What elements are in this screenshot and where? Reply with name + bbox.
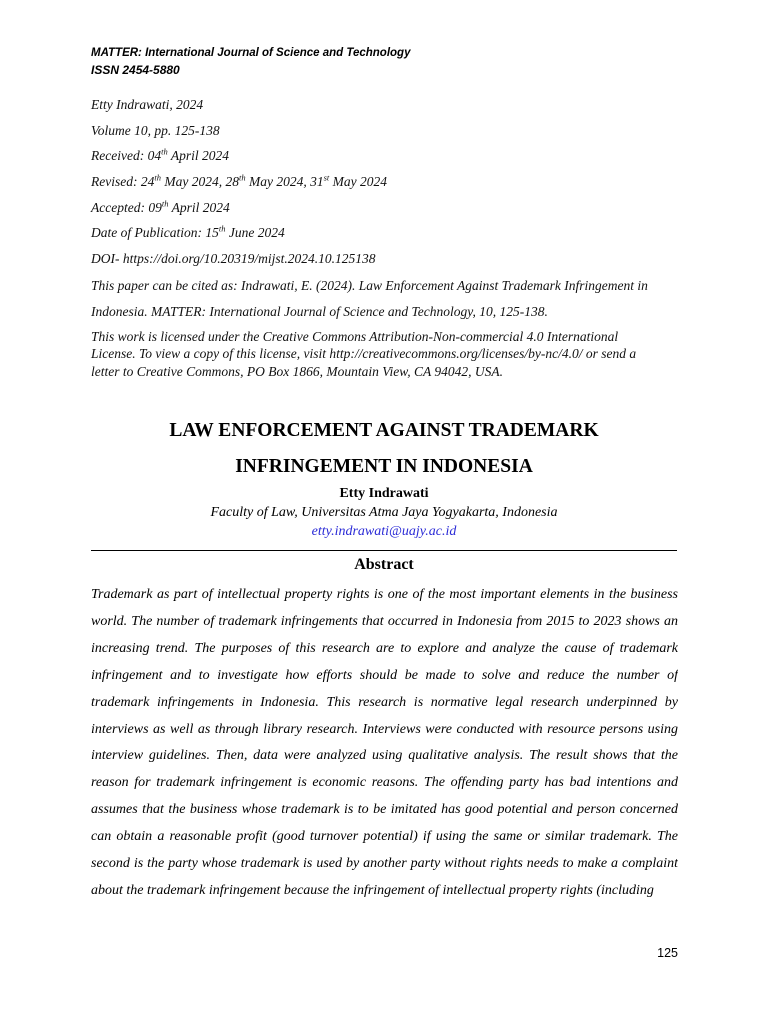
revised-sup-1: th	[154, 172, 161, 183]
article-title-line-1: LAW ENFORCEMENT AGAINST TRADEMARK	[169, 420, 599, 441]
accepted-date-suffix-sup: th	[161, 198, 169, 209]
article-metadata	[91, 95, 691, 380]
journal-name: MATTER: International Journal of Science and Technology	[91, 47, 411, 59]
received-date-prefix: Received: 04	[91, 148, 162, 164]
received-date-month: April 2024	[167, 148, 229, 164]
journal-issn: ISSN 2454-5880	[91, 63, 180, 77]
abstract-heading: Abstract	[354, 556, 414, 573]
author-year: Etty Indrawati, 2024	[91, 97, 204, 112]
author-block	[91, 484, 677, 541]
publication-date-prefix: Date of Publication: 15	[91, 225, 219, 241]
author-affiliation: Faculty of Law, Universitas Atma Jaya Yogyakarta, Indonesia	[210, 505, 558, 520]
article-title-line-2: INFRINGEMENT IN INDONESIA	[235, 456, 533, 477]
section-divider	[91, 550, 677, 551]
accepted-date-month: April 2024	[168, 199, 230, 215]
page-number: 125	[657, 946, 678, 960]
received-date-suffix-sup: th	[161, 146, 168, 157]
author-name: Etty Indrawati	[339, 486, 429, 501]
accepted-date	[91, 198, 691, 224]
revised-sup-3: st	[323, 172, 330, 183]
revised-date-1: Revised: 24	[91, 174, 155, 190]
abstract-text: Trademark as part of intellectual property rights is one of the most important elements in the business world. The number of trademark infringements that occurred in Indonesia from 2015 to 2023 shows an increasing trend. The purposes of this research are to explore and analyze the cause of trademark infringement and to investigate how efforts should be made to solve and reduce the number of trademark infringements in Indonesia. This research is normative legal research underpinned by interviews as well as through library research. Interviews were conducted with resource persons using interview guidelines. Then, data were analyzed using qualitative analysis. The result shows that the reason for trademark infringement is economic reasons. The offending party has bad intentions and assumes that the business whose trademark is to be imitated has good potential and person concerned can obtain a reasonable profit (good turnover potential) if using the same or similar trademark. The second is the party whose trademark is used by another party without rights needs to make a complaint about the trademark infringement because the infringement of intellectual property rights (including	[91, 587, 678, 898]
revised-date-3: May 2024, 31	[245, 174, 324, 190]
revised-sup-2: th	[238, 172, 246, 183]
license-text: This work is licensed under the Creative Commons Attribution-Non-commercial 4.0 International License. To view a copy of this license, visit http://creativecommons.org/licenses/by-nc/4.0/ or send a letter to Creative Commons, PO Box 1866, Mountain View, CA 94042, USA.	[91, 328, 637, 379]
revised-dates	[91, 172, 691, 198]
journal-header	[91, 45, 410, 79]
author-email-link[interactable]: etty.indrawati@uajy.ac.id	[311, 524, 457, 539]
citation-text: This paper can be cited as: Indrawati, E. (2024). Law Enforcement Against Trademark Infringement in Indonesia. MATTER: International Journal of Science and Technology, 10, 125-138.	[91, 277, 648, 319]
doi-link[interactable]: DOI- https://doi.org/10.20319/mijst.2024.10.125138	[91, 251, 376, 267]
revised-date-2: May 2024, 28	[160, 174, 239, 190]
publication-date-month: June 2024	[225, 225, 285, 241]
volume-pages: Volume 10, pp. 125-138	[91, 122, 220, 138]
article-title	[91, 413, 677, 485]
received-date	[91, 146, 691, 172]
revised-date-month: May 2024	[329, 174, 388, 190]
accepted-date-prefix: Accepted: 09	[91, 199, 162, 215]
publication-date-suffix-sup: th	[218, 223, 226, 234]
publication-date	[91, 223, 691, 249]
